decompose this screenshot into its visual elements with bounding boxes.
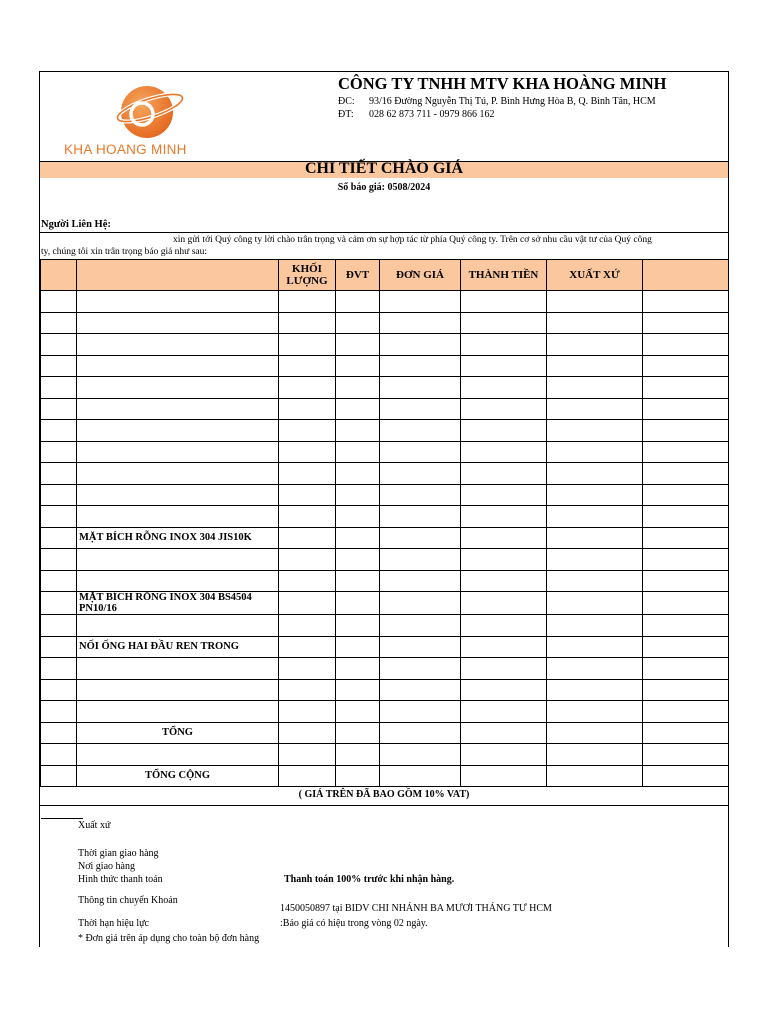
- phone-value: 028 62 873 711 - 0979 866 162: [369, 109, 495, 120]
- origin-label: Xuất xứ: [78, 820, 111, 831]
- header-cell-unit: ĐVT: [336, 260, 380, 291]
- table-cell: [643, 701, 729, 723]
- table-cell: [41, 658, 77, 680]
- table-row: [41, 441, 729, 463]
- table-cell: [336, 506, 380, 528]
- quote-title: CHI TIẾT CHÀO GIÁ: [304, 160, 464, 177]
- table-cell: [643, 355, 729, 377]
- table-row: [41, 549, 729, 571]
- header-cell-origin: XUẤT XỨ: [547, 260, 643, 291]
- table-cell: [380, 355, 461, 377]
- row-label-cell: MẶT BÍCH RỖNG INOX 304 BS4504 PN10/16: [77, 592, 279, 615]
- table-cell: [547, 334, 643, 356]
- table-cell: [380, 334, 461, 356]
- table-cell: [336, 527, 380, 549]
- table-cell: [461, 527, 547, 549]
- table-cell: [279, 722, 336, 744]
- table-row: [41, 377, 729, 399]
- table-cell: [461, 636, 547, 658]
- table-row: [41, 420, 729, 442]
- table-cell: [336, 701, 380, 723]
- table-cell: [41, 527, 77, 549]
- table-cell: [41, 312, 77, 334]
- table-cell: [547, 291, 643, 313]
- bank-value: 1450050897 tại BIDV CHI NHÁNH BA MƯƠI THÁNG TƯ HCM: [280, 903, 552, 914]
- table-cell: [547, 658, 643, 680]
- table-cell: [461, 615, 547, 637]
- row-label-cell: [77, 441, 279, 463]
- header-cell: [77, 260, 279, 291]
- table-cell: [643, 420, 729, 442]
- table-cell: [380, 291, 461, 313]
- table-cell: [279, 636, 336, 658]
- table-cell: [336, 679, 380, 701]
- table-cell: [279, 484, 336, 506]
- table-cell: [643, 484, 729, 506]
- table-row: [41, 658, 729, 680]
- table-cell: [41, 722, 77, 744]
- row-label-cell: [77, 744, 279, 766]
- table-cell: [336, 355, 380, 377]
- table-cell: [547, 355, 643, 377]
- table-cell: [41, 570, 77, 592]
- table-cell: [41, 592, 77, 615]
- table-row: [41, 484, 729, 506]
- table-cell: [279, 355, 336, 377]
- table-cell: [41, 744, 77, 766]
- delivery-time-label: Thời gian giao hàng: [78, 848, 159, 859]
- table-cell: [643, 549, 729, 571]
- table-cell: [41, 463, 77, 485]
- table-row: [41, 355, 729, 377]
- table-cell: [643, 377, 729, 399]
- table-cell: [643, 679, 729, 701]
- table-row: [41, 291, 729, 313]
- intro-text-line-2: ty, chúng tôi xin trân trọng báo giá như sau:: [41, 247, 208, 257]
- signature-line: [41, 818, 83, 819]
- table-cell: [336, 377, 380, 399]
- divider: [40, 232, 728, 233]
- table-cell: [643, 570, 729, 592]
- row-label-cell: MẶT BÍCH RỖNG INOX 304 JIS10K: [77, 527, 279, 549]
- table-cell: [380, 420, 461, 442]
- table-cell: [380, 744, 461, 766]
- table-cell: [643, 312, 729, 334]
- table-cell: [461, 592, 547, 615]
- table-cell: [461, 765, 547, 787]
- table-row: [41, 334, 729, 356]
- table-cell: [380, 701, 461, 723]
- table-cell: [461, 377, 547, 399]
- quote-number: Số báo giá: 0508/2024: [337, 182, 431, 193]
- table-cell: [461, 722, 547, 744]
- table-cell: [643, 291, 729, 313]
- table-cell: [336, 549, 380, 571]
- row-label-cell: [77, 658, 279, 680]
- row-label-cell: [77, 679, 279, 701]
- table-row: [41, 570, 729, 592]
- header-cell-unit-price: ĐƠN GIÁ: [380, 260, 461, 291]
- table-cell: [336, 744, 380, 766]
- table-cell: [279, 398, 336, 420]
- table-cell: [380, 441, 461, 463]
- delivery-place-label: Nơi giao hàng: [78, 861, 135, 872]
- table-cell: [336, 463, 380, 485]
- table-cell: [380, 398, 461, 420]
- row-label-cell: [77, 615, 279, 637]
- table-cell: [336, 592, 380, 615]
- table-cell: [279, 744, 336, 766]
- table-cell: [380, 615, 461, 637]
- table-cell: [336, 765, 380, 787]
- quotation-sheet: [39, 71, 729, 947]
- table-cell: [380, 463, 461, 485]
- table-cell: [643, 441, 729, 463]
- payment-value: Thanh toán 100% trước khi nhận hàng.: [284, 874, 455, 885]
- table-cell: [461, 312, 547, 334]
- table-row: [41, 744, 729, 766]
- table-cell: [380, 527, 461, 549]
- table-row: [41, 527, 729, 549]
- table-cell: [336, 615, 380, 637]
- contact-label: Người Liên Hệ:: [41, 219, 111, 230]
- table-cell: [547, 398, 643, 420]
- table-cell: [461, 549, 547, 571]
- row-label-cell: TỔNG: [77, 722, 279, 744]
- table-cell: [380, 549, 461, 571]
- table-cell: [547, 506, 643, 528]
- table-cell: [547, 722, 643, 744]
- table-cell: [547, 420, 643, 442]
- table-cell: [547, 615, 643, 637]
- order-note: * Đơn giá trên áp dụng cho toàn bộ đơn hàng: [78, 933, 260, 944]
- table-cell: [547, 636, 643, 658]
- row-label-cell: [77, 312, 279, 334]
- table-cell: [643, 744, 729, 766]
- table-cell: [380, 484, 461, 506]
- company-name: CÔNG TY TNHH MTV KHA HOÀNG MINH: [338, 74, 667, 93]
- table-cell: [380, 636, 461, 658]
- table-cell: [461, 506, 547, 528]
- header-cell: [41, 260, 77, 291]
- table-row: [41, 765, 729, 787]
- table-cell: [279, 592, 336, 615]
- table-cell: [41, 549, 77, 571]
- items-table: [40, 259, 729, 787]
- table-header-row: [41, 260, 729, 291]
- table-cell: [279, 441, 336, 463]
- table-cell: [547, 484, 643, 506]
- company-logo: [62, 80, 232, 158]
- table-cell: [41, 701, 77, 723]
- validity-label: Thời hạn hiệu lực: [78, 918, 149, 929]
- table-cell: [279, 377, 336, 399]
- table-row: [41, 398, 729, 420]
- table-cell: [461, 570, 547, 592]
- table-cell: [279, 658, 336, 680]
- table-cell: [547, 679, 643, 701]
- table-cell: [41, 291, 77, 313]
- table-cell: [279, 615, 336, 637]
- row-label-cell: NỐI ỐNG HAI ĐẦU REN TRONG: [77, 636, 279, 658]
- vat-note: ( GIÁ TRÊN ĐÃ BAO GỒM 10% VAT): [40, 785, 728, 806]
- table-cell: [380, 570, 461, 592]
- table-cell: [547, 701, 643, 723]
- table-cell: [279, 463, 336, 485]
- table-cell: [643, 636, 729, 658]
- table-cell: [279, 549, 336, 571]
- table-cell: [41, 636, 77, 658]
- table-cell: [461, 441, 547, 463]
- table-cell: [41, 484, 77, 506]
- table-cell: [461, 334, 547, 356]
- table-cell: [279, 420, 336, 442]
- row-label-cell: TỔNG CỘNG: [77, 765, 279, 787]
- table-cell: [643, 527, 729, 549]
- table-cell: [643, 615, 729, 637]
- table-cell: [643, 722, 729, 744]
- table-cell: [41, 398, 77, 420]
- table-cell: [279, 570, 336, 592]
- table-cell: [547, 463, 643, 485]
- table-cell: [336, 484, 380, 506]
- table-cell: [336, 420, 380, 442]
- table-cell: [547, 549, 643, 571]
- table-cell: [336, 722, 380, 744]
- table-cell: [279, 765, 336, 787]
- table-cell: [380, 765, 461, 787]
- row-label-cell: [77, 549, 279, 571]
- table-cell: [41, 615, 77, 637]
- row-label-cell: [77, 484, 279, 506]
- table-cell: [336, 658, 380, 680]
- logo-globe-icon: [62, 80, 232, 142]
- table-cell: [380, 506, 461, 528]
- table-cell: [41, 506, 77, 528]
- table-cell: [41, 765, 77, 787]
- table-cell: [336, 636, 380, 658]
- table-cell: [41, 441, 77, 463]
- table-cell: [336, 312, 380, 334]
- table-cell: [380, 377, 461, 399]
- table-cell: [461, 679, 547, 701]
- table-cell: [279, 334, 336, 356]
- header-cell: [643, 260, 729, 291]
- table-cell: [279, 506, 336, 528]
- table-cell: [643, 463, 729, 485]
- table-cell: [279, 312, 336, 334]
- payment-label: Hình thức thanh toán: [78, 874, 163, 885]
- header-cell-quantity: KHỐI LƯỢNG: [279, 260, 336, 291]
- table-cell: [336, 334, 380, 356]
- table-cell: [643, 334, 729, 356]
- table-cell: [461, 355, 547, 377]
- table-cell: [336, 441, 380, 463]
- table-cell: [461, 744, 547, 766]
- table-cell: [547, 592, 643, 615]
- table-cell: [643, 506, 729, 528]
- table-cell: [41, 334, 77, 356]
- row-label-cell: [77, 420, 279, 442]
- row-label-cell: [77, 355, 279, 377]
- table-cell: [547, 441, 643, 463]
- logo-text: KHA HOANG MINH: [64, 142, 187, 157]
- table-row: [41, 615, 729, 637]
- table-cell: [461, 701, 547, 723]
- table-cell: [643, 658, 729, 680]
- table-row: [41, 312, 729, 334]
- table-cell: [547, 744, 643, 766]
- table-row: [41, 506, 729, 528]
- table-cell: [41, 420, 77, 442]
- row-label-cell: [77, 701, 279, 723]
- table-cell: [547, 312, 643, 334]
- table-cell: [380, 679, 461, 701]
- table-cell: [279, 679, 336, 701]
- table-cell: [336, 398, 380, 420]
- table-cell: [279, 527, 336, 549]
- table-cell: [380, 312, 461, 334]
- row-label-cell: [77, 334, 279, 356]
- table-cell: [461, 398, 547, 420]
- table-row: [41, 636, 729, 658]
- table-cell: [547, 570, 643, 592]
- table-cell: [547, 377, 643, 399]
- table-row: [41, 679, 729, 701]
- table-row: [41, 701, 729, 723]
- table-cell: [380, 592, 461, 615]
- table-row: [41, 722, 729, 744]
- row-label-cell: [77, 291, 279, 313]
- table-cell: [643, 592, 729, 615]
- address-value: 93/16 Đường Nguyễn Thị Tú, P. Bình Hưng Hòa B, Q. Bình Tân, HCM: [369, 96, 656, 107]
- table-cell: [279, 291, 336, 313]
- bank-label: Thông tin chuyển Khoản: [78, 895, 178, 906]
- table-cell: [461, 658, 547, 680]
- table-cell: [547, 765, 643, 787]
- table-cell: [461, 484, 547, 506]
- row-label-cell: [77, 463, 279, 485]
- table-cell: [643, 398, 729, 420]
- table-row: [41, 463, 729, 485]
- row-label-cell: [77, 377, 279, 399]
- table-cell: [461, 463, 547, 485]
- table-cell: [336, 570, 380, 592]
- address-label: ĐC:: [338, 96, 355, 107]
- table-cell: [461, 291, 547, 313]
- table-cell: [547, 527, 643, 549]
- validity-value: :Báo giá có hiệu trong vòng 02 ngày.: [280, 918, 428, 929]
- table-row: [41, 592, 729, 615]
- table-cell: [380, 658, 461, 680]
- table-cell: [336, 291, 380, 313]
- intro-text-line-1: xin gửi tới Quý công ty lời chào trân trọng và cảm ơn sự hợp tác từ phía Quý công ty. Trên cơ sở nhu cầu vật tư của Quý công: [173, 235, 652, 245]
- row-label-cell: [77, 570, 279, 592]
- row-label-cell: [77, 398, 279, 420]
- row-label-cell: [77, 506, 279, 528]
- table-cell: [279, 701, 336, 723]
- phone-label: ĐT:: [338, 109, 354, 120]
- table-cell: [41, 679, 77, 701]
- table-cell: [643, 765, 729, 787]
- table-cell: [380, 722, 461, 744]
- header-cell-amount: THÀNH TIỀN: [461, 260, 547, 291]
- table-cell: [41, 355, 77, 377]
- table-cell: [461, 420, 547, 442]
- table-cell: [41, 377, 77, 399]
